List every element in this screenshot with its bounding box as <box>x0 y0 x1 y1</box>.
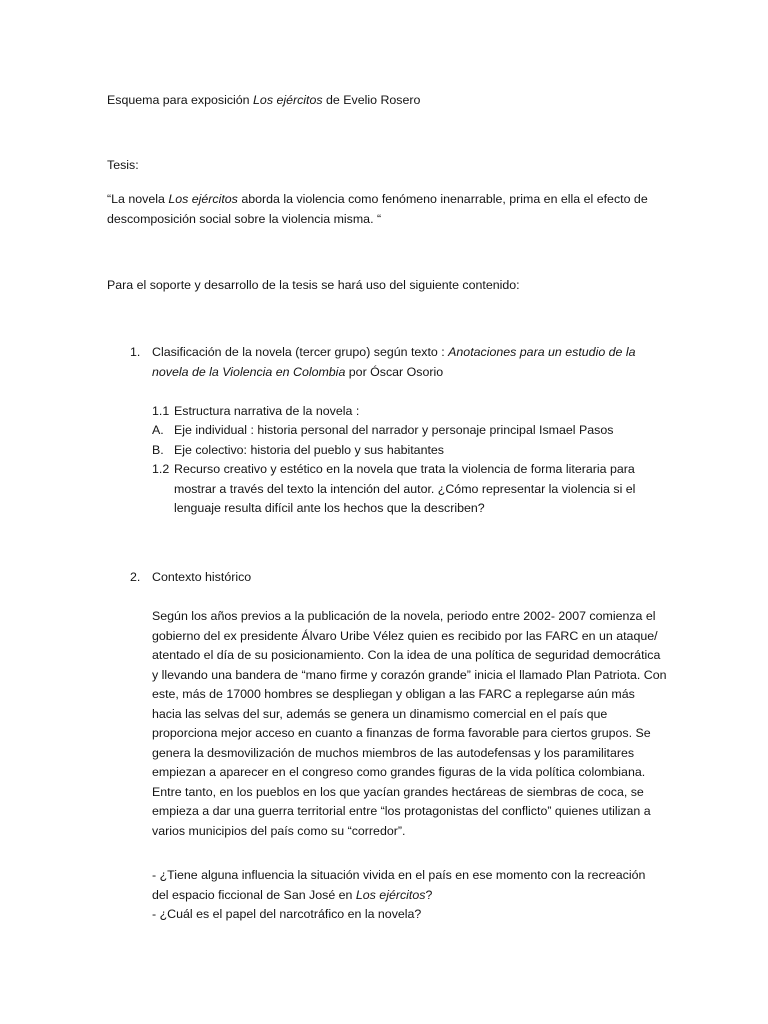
thesis-text-after: aborda la violencia como fenómeno inenarrable, prima en ella el efecto de descomposición social sobre la violencia misma. “ <box>107 192 648 226</box>
thesis-text-before: “La novela <box>107 192 169 206</box>
question-1-before: - ¿Tiene alguna influencia la situación vivida en el país en ese momento con la recreación del espacio ficcional de San José en <box>152 868 646 902</box>
title-suffix: de Evelio Rosero <box>322 93 421 107</box>
section1-source: Anotaciones para un estudio de la novela de la Violencia en Colombia <box>152 345 636 379</box>
sub-text: Recurso creativo y estético en la novela que trata la violencia de forma literaria para mostrar a través del texto la intención del autor. ¿Cómo representar la violencia si el lenguaje resulta difícil ante los hechos que la describen? <box>174 462 636 515</box>
question-1-after: ? <box>425 887 433 902</box>
question-1 <box>152 866 662 905</box>
title-prefix: Esquema para exposición <box>107 93 254 107</box>
question-2: - ¿Cuál es el papel del narcotráfico en la novela? <box>152 907 422 921</box>
section1-author: por Óscar Osorio <box>345 364 444 379</box>
title-book: Los ejércitos <box>253 93 323 107</box>
sub-text: Eje individual : historia personal del narrador y personaje principal Ismael Pasos <box>174 423 614 437</box>
thesis-book: Los ejércitos <box>168 192 238 206</box>
sub-marker: 1.1 <box>152 404 170 418</box>
sub-text: Eje colectivo: historia del pueblo y sus habitantes <box>174 443 444 457</box>
sub-marker: 1.2 <box>152 462 170 476</box>
sub-text: Estructura narrativa de la novela : <box>174 404 360 418</box>
tesis-label: Tesis: <box>107 158 139 172</box>
thesis-statement <box>107 190 667 229</box>
sub-marker: A. <box>152 423 164 437</box>
section2-title: Contexto histórico <box>152 570 252 584</box>
document-title <box>107 91 420 111</box>
section2-number: 2. <box>130 570 141 584</box>
section1-number: 1. <box>130 345 141 359</box>
sub-marker: B. <box>152 443 164 457</box>
context-paragraph: Según los años previos a la publicación de la novela, periodo entre 2002- 2007 comienza el gobierno del ex presidente Álvaro Uribe Vélez quien es recibido por las FARC en un ataque/ atentado el día de su posicionamiento. Con la idea de una política de seguridad democrática y llevando una bandera de “mano firme y corazón grande” inicia el llamado Plan Patriota. Con este, más de 17000 hombres se despliegan y obligan a las FARC a replegarse aún más hacia las selvas del sur, además se genera un dinamismo comercial en el país que proporciona mejor acceso en cuanto a finanzas de forma favorable para ciertos grupos. Se genera la desmovilización de muchos miembros de las autodefensas y los paramilitares empiezan a aparecer en el congreso como grandes figuras de la vida política colombiana. Entre tanto, en los pueblos en los que yacían grandes hectáreas de siembras de coca, se empieza a dar una guerra territorial entre “los protagonistas del conflicto” quienes utilizan a varios municipios del país como su “corredor”. <box>152 609 667 838</box>
intro-text: Para el soporte y desarrollo de la tesis se hará uso del siguiente contenido: <box>107 278 520 292</box>
section1-heading <box>152 343 662 382</box>
question-1-book: Los ejércitos <box>355 887 426 902</box>
section1-text: Clasificación de la novela (tercer grupo) según texto : <box>152 345 449 359</box>
